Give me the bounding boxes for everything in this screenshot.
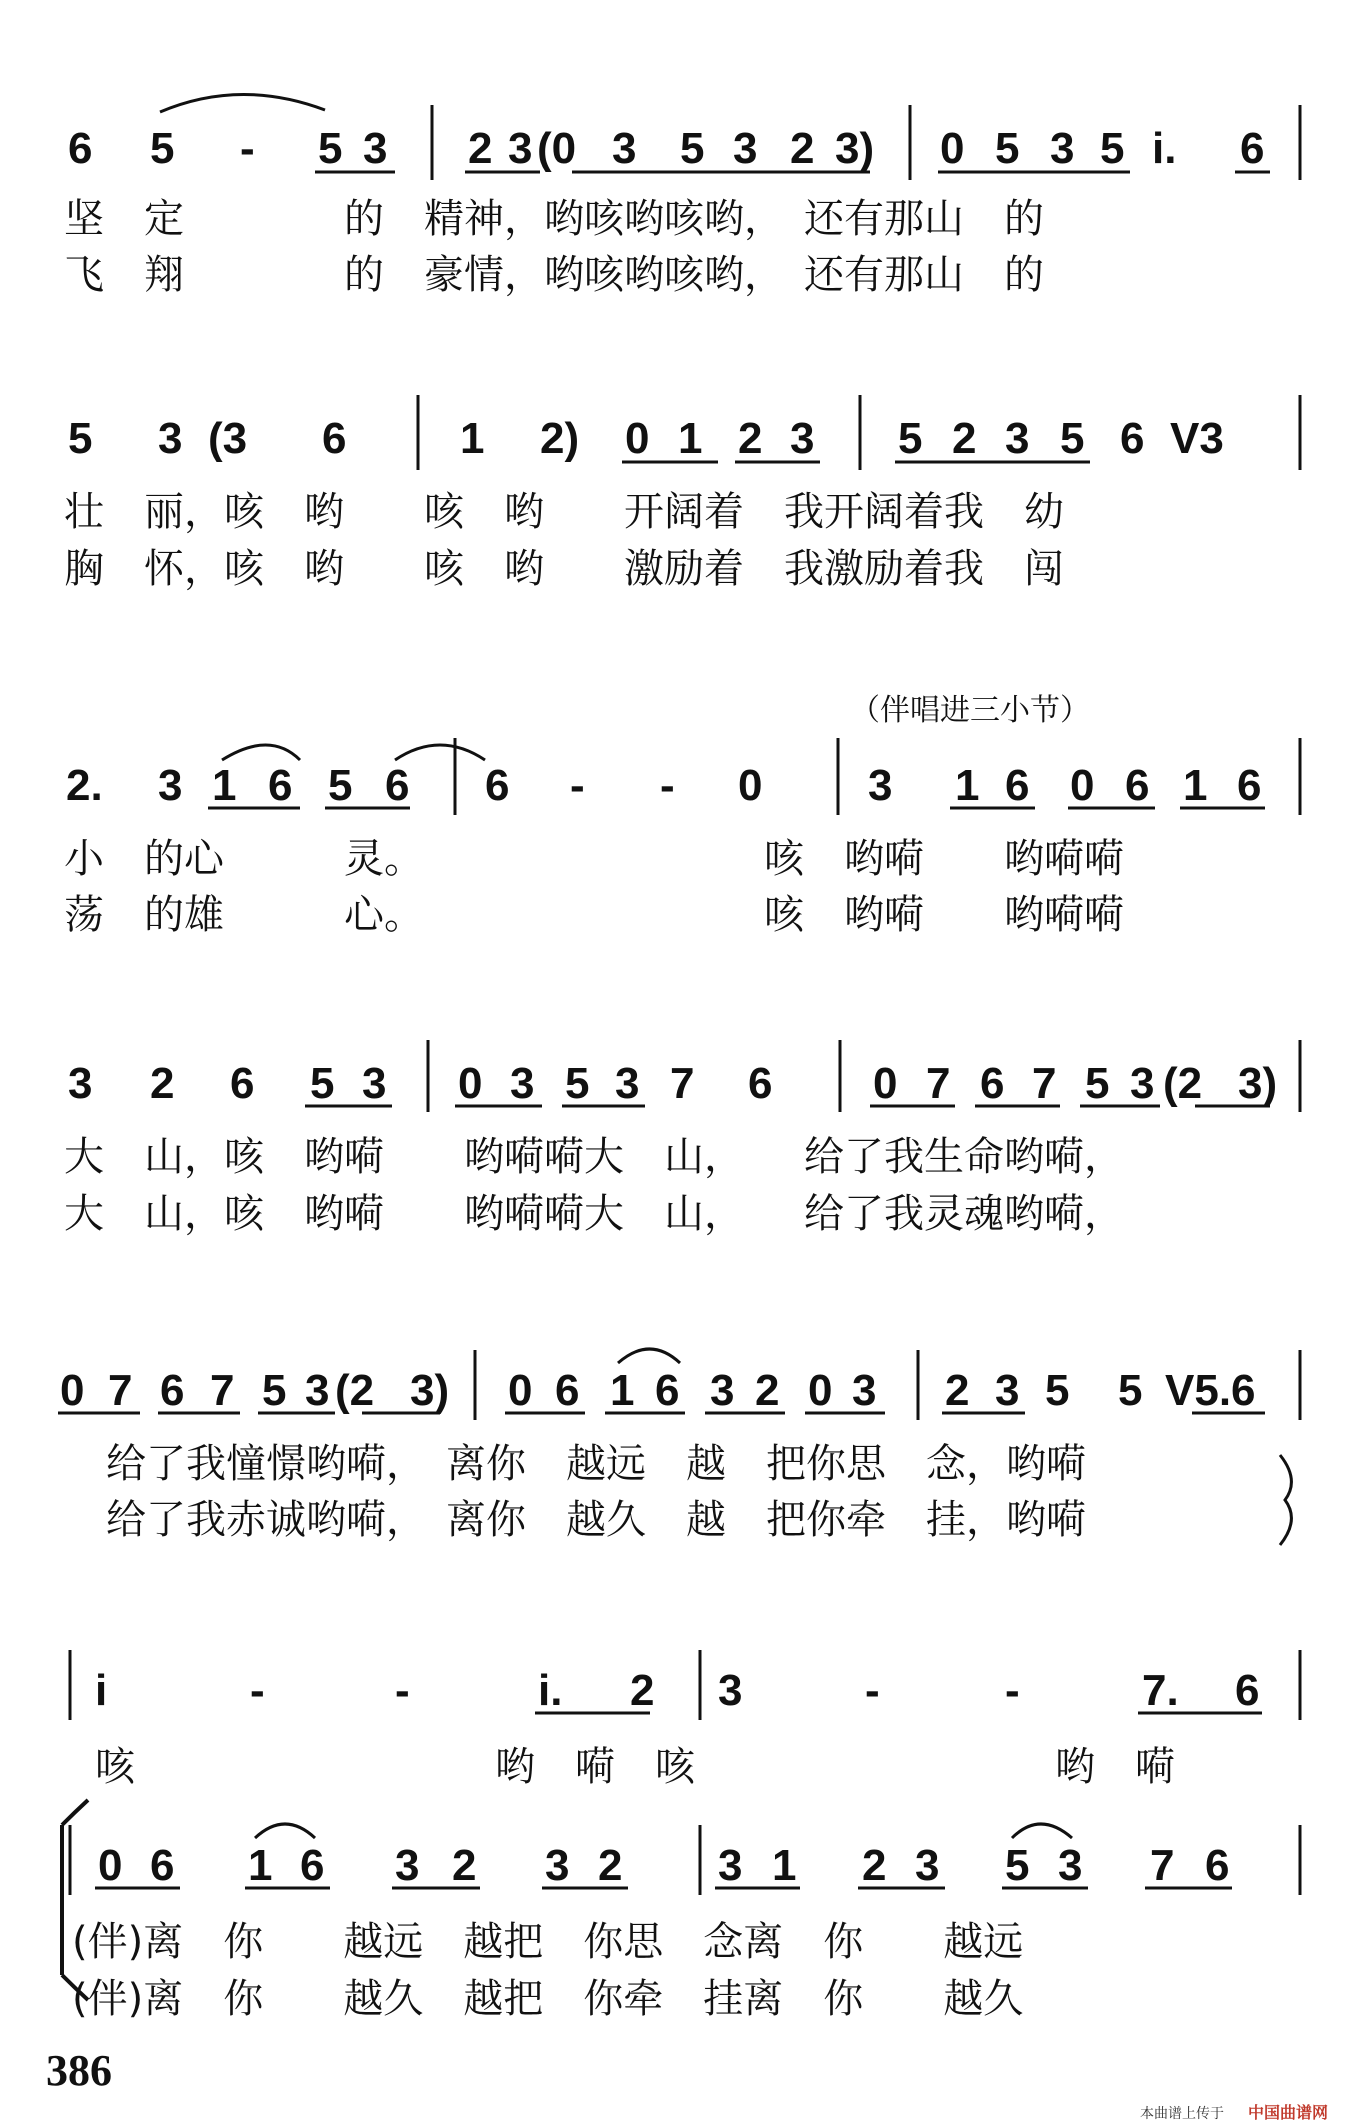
verse-brace [1280,1455,1291,1545]
svg-text:-: - [395,1666,410,1715]
lyrics-verse1-line-4: 大 山，咳 哟嗬 哟嗬嗬大 山， 给了我生命哟嗬， [64,1134,1124,1180]
svg-text:(3: (3 [208,414,248,463]
system-2 [64,395,1300,592]
svg-text:3: 3 [612,124,637,173]
lyrics-verse1-line-2: 壮 丽，咳 哟 咳 哟 开阔着 我开阔着我 幼 [64,489,1064,535]
lyrics-lower-verse1-line-6: (伴)离 你 越远 越把 你思 念离 你 越远 [72,1919,1024,1965]
svg-text:-: - [660,761,675,810]
system-6 [62,1650,1300,2022]
notes-line-6-upper [95,1666,1259,1715]
lyrics-verse1-line-5: 给了我憧憬哟嗬， 离你 越远 越 把你思 念，哟嗬 [106,1441,1086,1487]
svg-text:i.: i. [1152,124,1177,173]
svg-text:3: 3 [1058,1841,1083,1890]
svg-text:6: 6 [268,761,293,810]
svg-text:5: 5 [310,1059,335,1108]
svg-text:6: 6 [150,1841,175,1890]
svg-text:2: 2 [952,414,977,463]
notes-line-6-lower [98,1841,1229,1890]
svg-text:3: 3 [510,1059,535,1108]
page-number: 386 [46,2046,112,2095]
svg-text:3: 3 [915,1841,940,1890]
system-3 [64,693,1300,938]
svg-text:3: 3 [305,1366,330,1415]
svg-text:i: i [95,1666,108,1715]
svg-text:V5.6: V5.6 [1165,1366,1256,1415]
svg-text:1: 1 [1183,761,1208,810]
svg-text:7: 7 [1032,1059,1057,1108]
svg-text:3: 3 [1005,414,1030,463]
svg-text:6: 6 [160,1366,185,1415]
svg-text:7: 7 [108,1366,133,1415]
svg-text:0: 0 [508,1366,533,1415]
svg-text:0: 0 [940,124,965,173]
svg-text:6: 6 [980,1059,1005,1108]
svg-text:7: 7 [926,1059,951,1108]
svg-text:3: 3 [733,124,758,173]
svg-text:-: - [865,1666,880,1715]
svg-text:7.: 7. [1142,1666,1179,1715]
svg-text:2: 2 [790,124,815,173]
svg-text:3): 3) [410,1366,450,1415]
svg-text:3): 3) [1238,1059,1278,1108]
svg-text:1: 1 [610,1366,635,1415]
svg-text:3: 3 [68,1059,93,1108]
svg-text:1: 1 [248,1841,273,1890]
notes-line-5 [60,1366,1256,1415]
svg-text:0: 0 [625,414,650,463]
lyrics-verse2-line-5: 给了我赤诚哟嗬， 离你 越久 越 把你牵 挂，哟嗬 [106,1497,1086,1543]
svg-text:5: 5 [318,124,343,173]
svg-text:3: 3 [158,761,183,810]
svg-text:7: 7 [670,1059,695,1108]
lyrics-upper-line-6: 咳 哟 嗬 咳 哟 嗬 [95,1744,1175,1790]
svg-text:5: 5 [1100,124,1125,173]
svg-text:3: 3 [395,1841,420,1890]
svg-text:i.: i. [538,1666,563,1715]
svg-text:2: 2 [468,124,493,173]
svg-text:2): 2) [540,414,580,463]
svg-text:6: 6 [1237,761,1262,810]
svg-text:5: 5 [1085,1059,1110,1108]
svg-text:3: 3 [158,414,183,463]
lyrics-verse2-line-2: 胸 怀，咳 哟 咳 哟 激励着 我激励着我 闯 [64,546,1064,592]
svg-text:3: 3 [1130,1059,1155,1108]
svg-text:3: 3 [790,414,815,463]
svg-text:3: 3 [615,1059,640,1108]
lyrics-verse2-line-4: 大 山，咳 哟嗬 哟嗬嗬大 山， 给了我灵魂哟嗬， [64,1191,1124,1237]
svg-text:(2: (2 [335,1366,375,1415]
svg-text:6: 6 [385,761,410,810]
svg-text:5: 5 [150,124,175,173]
accompaniment-note: （伴唱进三小节） [850,693,1090,728]
svg-text:6: 6 [555,1366,580,1415]
svg-text:7: 7 [1150,1841,1175,1890]
svg-text:3): 3) [835,124,875,173]
watermark-text: 本曲谱上传于 [1140,2106,1224,2122]
svg-text:3: 3 [545,1841,570,1890]
svg-text:6: 6 [230,1059,255,1108]
svg-text:2: 2 [630,1666,655,1715]
svg-text:6: 6 [748,1059,773,1108]
watermark-logo: 中国曲谱网 [1248,2103,1329,2122]
svg-text:6: 6 [655,1366,680,1415]
svg-text:0: 0 [60,1366,85,1415]
svg-text:2: 2 [862,1841,887,1890]
svg-text:5: 5 [1005,1841,1030,1890]
svg-text:5: 5 [1118,1366,1143,1415]
svg-text:5: 5 [898,414,923,463]
svg-text:3: 3 [508,124,533,173]
svg-text:-: - [250,1666,265,1715]
svg-text:5: 5 [995,124,1020,173]
svg-text:5: 5 [680,124,705,173]
svg-text:2: 2 [945,1366,970,1415]
svg-text:5: 5 [565,1059,590,1108]
svg-text:-: - [570,761,585,810]
svg-text:0: 0 [808,1366,833,1415]
svg-text:5: 5 [328,761,353,810]
svg-text:0: 0 [873,1059,898,1108]
svg-text:6: 6 [485,761,510,810]
svg-text:5: 5 [262,1366,287,1415]
svg-text:0: 0 [1070,761,1095,810]
svg-text:6: 6 [1125,761,1150,810]
svg-text:(0: (0 [537,124,577,173]
svg-text:0: 0 [98,1841,123,1890]
svg-text:3: 3 [710,1366,735,1415]
svg-text:1: 1 [955,761,980,810]
svg-text:1: 1 [678,414,703,463]
svg-text:3: 3 [718,1841,743,1890]
notes-line-2 [68,414,1224,463]
svg-text:1: 1 [460,414,485,463]
svg-text:6: 6 [322,414,347,463]
svg-text:3: 3 [718,1666,743,1715]
svg-text:(2: (2 [1163,1059,1203,1108]
svg-text:5: 5 [68,414,93,463]
system-4 [64,1040,1300,1237]
svg-text:6: 6 [1205,1841,1230,1890]
svg-text:2.: 2. [66,761,103,810]
svg-text:1: 1 [772,1841,797,1890]
svg-text:6: 6 [300,1841,325,1890]
svg-text:3: 3 [995,1366,1020,1415]
svg-text:-: - [240,124,255,173]
svg-text:3: 3 [852,1366,877,1415]
lyrics-verse2-line-1: 飞 翔 的 豪情，哟咳哟咳哟， 还有那山 的 [64,252,1044,298]
svg-text:1: 1 [212,761,237,810]
system-5 [58,1349,1300,1545]
svg-text:3: 3 [363,124,388,173]
system-1 [64,94,1300,298]
lyrics-lower-verse2-line-6: (伴)离 你 越久 越把 你牵 挂离 你 越久 [72,1976,1024,2022]
svg-text:3: 3 [868,761,893,810]
svg-text:6: 6 [68,124,93,173]
svg-text:2: 2 [755,1366,780,1415]
svg-text:6: 6 [1235,1666,1260,1715]
svg-text:2: 2 [452,1841,477,1890]
svg-text:V3: V3 [1170,414,1224,463]
notes-line-1 [68,124,1264,173]
svg-text:6: 6 [1005,761,1030,810]
svg-text:5: 5 [1045,1366,1070,1415]
svg-text:6: 6 [1240,124,1265,173]
system-bracket [62,1800,88,2000]
svg-text:2: 2 [738,414,763,463]
lyrics-verse1-line-1: 坚 定 的 精神，哟咳哟咳哟， 还有那山 的 [64,196,1044,242]
lyrics-verse1-line-3: 小 的心 灵。 咳 哟嗬 哟嗬嗬 [64,836,1124,882]
svg-text:7: 7 [210,1366,235,1415]
svg-text:6: 6 [1120,414,1145,463]
svg-text:2: 2 [598,1841,623,1890]
svg-text:5: 5 [1060,414,1085,463]
svg-text:-: - [1005,1666,1020,1715]
notes-line-4 [68,1059,1277,1108]
svg-text:3: 3 [362,1059,387,1108]
svg-text:3: 3 [1050,124,1075,173]
svg-text:0: 0 [738,761,763,810]
svg-text:0: 0 [458,1059,483,1108]
notes-line-3 [66,761,1261,810]
beams-3 [208,745,1265,808]
svg-text:2: 2 [150,1059,175,1108]
lyrics-verse2-line-3: 荡 的雄 心。 咳 哟嗬 哟嗬嗬 [64,892,1124,938]
